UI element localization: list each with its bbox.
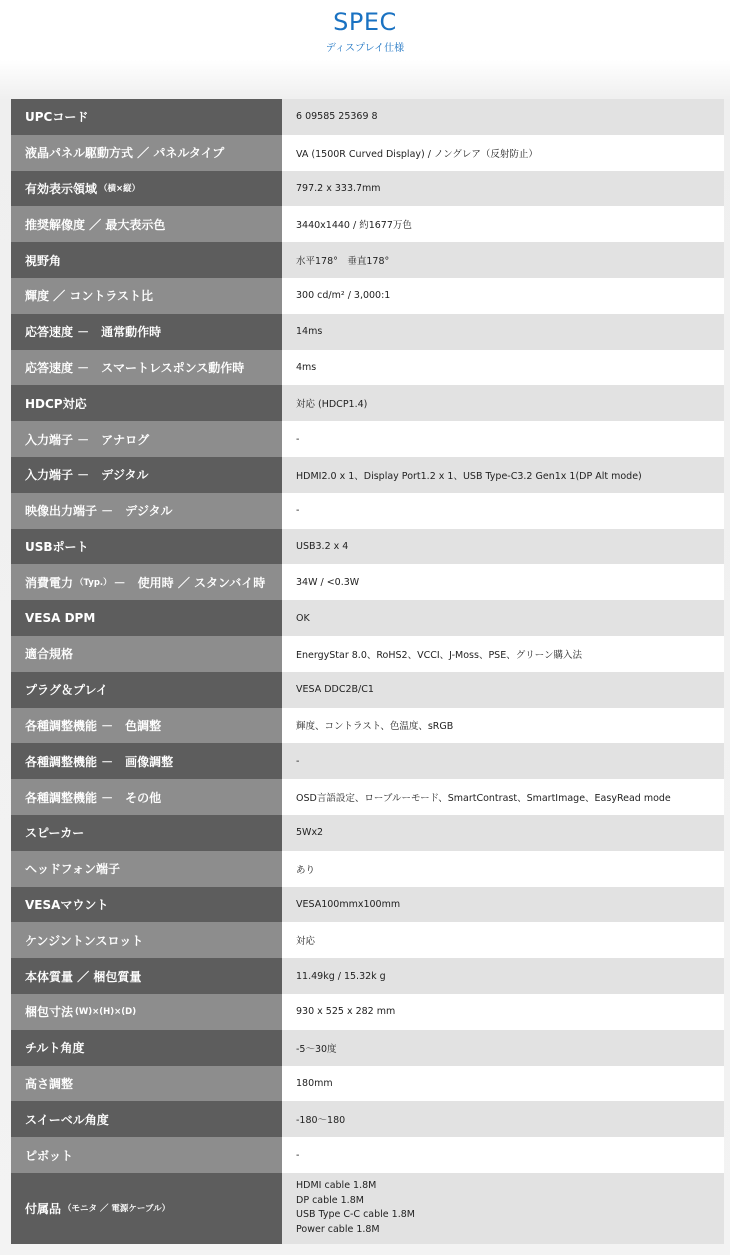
spec-value: USB3.2 x 4 — [282, 529, 724, 565]
spec-row-power — [11, 564, 724, 600]
spec-label: 適合規格 — [11, 636, 282, 672]
spec-label: 視野角 — [11, 242, 282, 278]
accessory-item: Power cable 1.8M — [296, 1223, 380, 1235]
spec-row-color-adjust — [11, 708, 724, 744]
spec-value: 5Wx2 — [282, 815, 724, 851]
spec-label: スピーカー — [11, 815, 282, 851]
spec-value: - — [282, 743, 724, 779]
spec-value: EnergyStar 8.0、RoHS2、VCCI、J-Moss、PSE、グリーン購入法 — [282, 636, 724, 672]
spec-row-package-size — [11, 994, 724, 1030]
spec-label: 本体質量 ／ 梱包質量 — [11, 958, 282, 994]
spec-value: 3440x1440 / 約1677万色 — [282, 206, 724, 242]
spec-row-hdcp — [11, 385, 724, 421]
spec-value: VESA DDC2B/C1 — [282, 672, 724, 708]
spec-row-video-output — [11, 493, 724, 529]
spec-value: 対応 — [282, 922, 724, 958]
spec-row-image-adjust — [11, 743, 724, 779]
spec-value: 180mm — [282, 1066, 724, 1102]
spec-label: 入力端子 － アナログ — [11, 421, 282, 457]
spec-row-kensington — [11, 922, 724, 958]
spec-label: 輝度 ／ コントラスト比 — [11, 278, 282, 314]
spec-label: スイーベル角度 — [11, 1101, 282, 1137]
accessory-item: DP cable 1.8M — [296, 1194, 364, 1206]
spec-value: VA (1500R Curved Display) / ノングレア（反射防止） — [282, 135, 724, 171]
spec-label: チルト角度 — [11, 1030, 282, 1066]
spec-label-note: (W)×(H)×(D) — [75, 1006, 137, 1017]
spec-value: - — [282, 1137, 724, 1173]
spec-label: UPCコード — [11, 99, 282, 135]
spec-label: 消費電力 （Typ.） － 使用時 ／ スタンバイ時 — [11, 564, 282, 600]
spec-value: - — [282, 493, 724, 529]
spec-label: 応答速度 － スマートレスポンス動作時 — [11, 350, 282, 386]
spec-label: HDCP対応 — [11, 385, 282, 421]
spec-value: - — [282, 421, 724, 457]
spec-label-note: （モニタ ／ 電源ケーブル） — [63, 1204, 171, 1215]
spec-label: 梱包寸法 (W)×(H)×(D) — [11, 994, 282, 1030]
spec-row-panel-type — [11, 135, 724, 171]
spec-label: 有効表示領域 （横×縦） — [11, 171, 282, 207]
spec-label: 入力端子 － デジタル — [11, 457, 282, 493]
spec-label: ケンジントンスロット — [11, 922, 282, 958]
spec-value: 4ms — [282, 350, 724, 386]
spec-row-accessories — [11, 1173, 724, 1244]
spec-row-speaker — [11, 815, 724, 851]
spec-label: USBポート — [11, 529, 282, 565]
spec-row-input-digital — [11, 457, 724, 493]
spec-value: -5～30度 — [282, 1030, 724, 1066]
spec-row-tilt — [11, 1030, 724, 1066]
accessory-item: HDMI cable 1.8M — [296, 1180, 377, 1192]
spec-label: プラグ＆プレイ — [11, 672, 282, 708]
spec-row-vesa-dpm — [11, 600, 724, 636]
spec-label: VESA DPM — [11, 600, 282, 636]
spec-row-response-smart — [11, 350, 724, 386]
spec-value — [282, 1173, 724, 1244]
spec-row-input-analog — [11, 421, 724, 457]
spec-value: 輝度、コントラスト、色温度、sRGB — [282, 708, 724, 744]
spec-label: 各種調整機能 － 画像調整 — [11, 743, 282, 779]
spec-label: ピボット — [11, 1137, 282, 1173]
page-title: SPEC — [333, 8, 397, 36]
spec-row-vesa-mount — [11, 887, 724, 923]
spec-label: 各種調整機能 － 色調整 — [11, 708, 282, 744]
spec-row-headphone — [11, 851, 724, 887]
spec-label: 推奨解像度 ／ 最大表示色 — [11, 206, 282, 242]
spec-value: 930 x 525 x 282 mm — [282, 994, 724, 1030]
spec-row-resolution — [11, 206, 724, 242]
spec-row-response-normal — [11, 314, 724, 350]
spec-value: VESA100mmx100mm — [282, 887, 724, 923]
spec-value: -180～180 — [282, 1101, 724, 1137]
spec-label: 液晶パネル駆動方式 ／ パネルタイプ — [11, 135, 282, 171]
spec-label-note: （Typ.） — [75, 578, 112, 589]
spec-row-other-adjust — [11, 779, 724, 815]
page-subtitle: ディスプレイ仕様 — [325, 43, 405, 54]
spec-value: 300 cd/m² / 3,000:1 — [282, 278, 724, 314]
spec-value: あり — [282, 851, 724, 887]
spec-row-swivel — [11, 1101, 724, 1137]
spec-row-viewing-angle — [11, 242, 724, 278]
spec-row-pivot — [11, 1137, 724, 1173]
spec-row-weight — [11, 958, 724, 994]
spec-row-display-area — [11, 171, 724, 207]
spec-table — [11, 99, 724, 1244]
spec-row-upc — [11, 99, 724, 135]
spec-value: OK — [282, 600, 724, 636]
spec-row-brightness — [11, 278, 724, 314]
spec-row-height-adjust — [11, 1066, 724, 1102]
spec-value: 797.2 x 333.7mm — [282, 171, 724, 207]
spec-label: 付属品 （モニタ ／ 電源ケーブル） — [11, 1173, 282, 1244]
spec-label: 映像出力端子 － デジタル — [11, 493, 282, 529]
spec-value: 34W / <0.3W — [282, 564, 724, 600]
spec-value: HDMI2.0 x 1、Display Port1.2 x 1、USB Type-C3.2 Gen1x 1(DP Alt mode) — [282, 457, 724, 493]
spec-value: 11.49kg / 15.32k g — [282, 958, 724, 994]
spec-label-note: （横×縦） — [99, 184, 141, 195]
spec-label: 高さ調整 — [11, 1066, 282, 1102]
spec-value: 対応 (HDCP1.4) — [282, 385, 724, 421]
spec-value: 14ms — [282, 314, 724, 350]
spec-label: VESAマウント — [11, 887, 282, 923]
spec-value: 水平178° 垂直178° — [282, 242, 724, 278]
spec-value: 6 09585 25369 8 — [282, 99, 724, 135]
spec-value: OSD言語設定、ローブルーモード、SmartContrast、SmartImage、EasyRead mode — [282, 779, 724, 815]
spec-label: ヘッドフォン端子 — [11, 851, 282, 887]
spec-label: 各種調整機能 － その他 — [11, 779, 282, 815]
spec-row-plug-and-play — [11, 672, 724, 708]
spec-row-usb-port — [11, 529, 724, 565]
spec-row-compliance — [11, 636, 724, 672]
page-header — [0, 0, 730, 100]
accessory-item: USB Type C-C cable 1.8M — [296, 1209, 415, 1221]
spec-label: 応答速度 － 通常動作時 — [11, 314, 282, 350]
